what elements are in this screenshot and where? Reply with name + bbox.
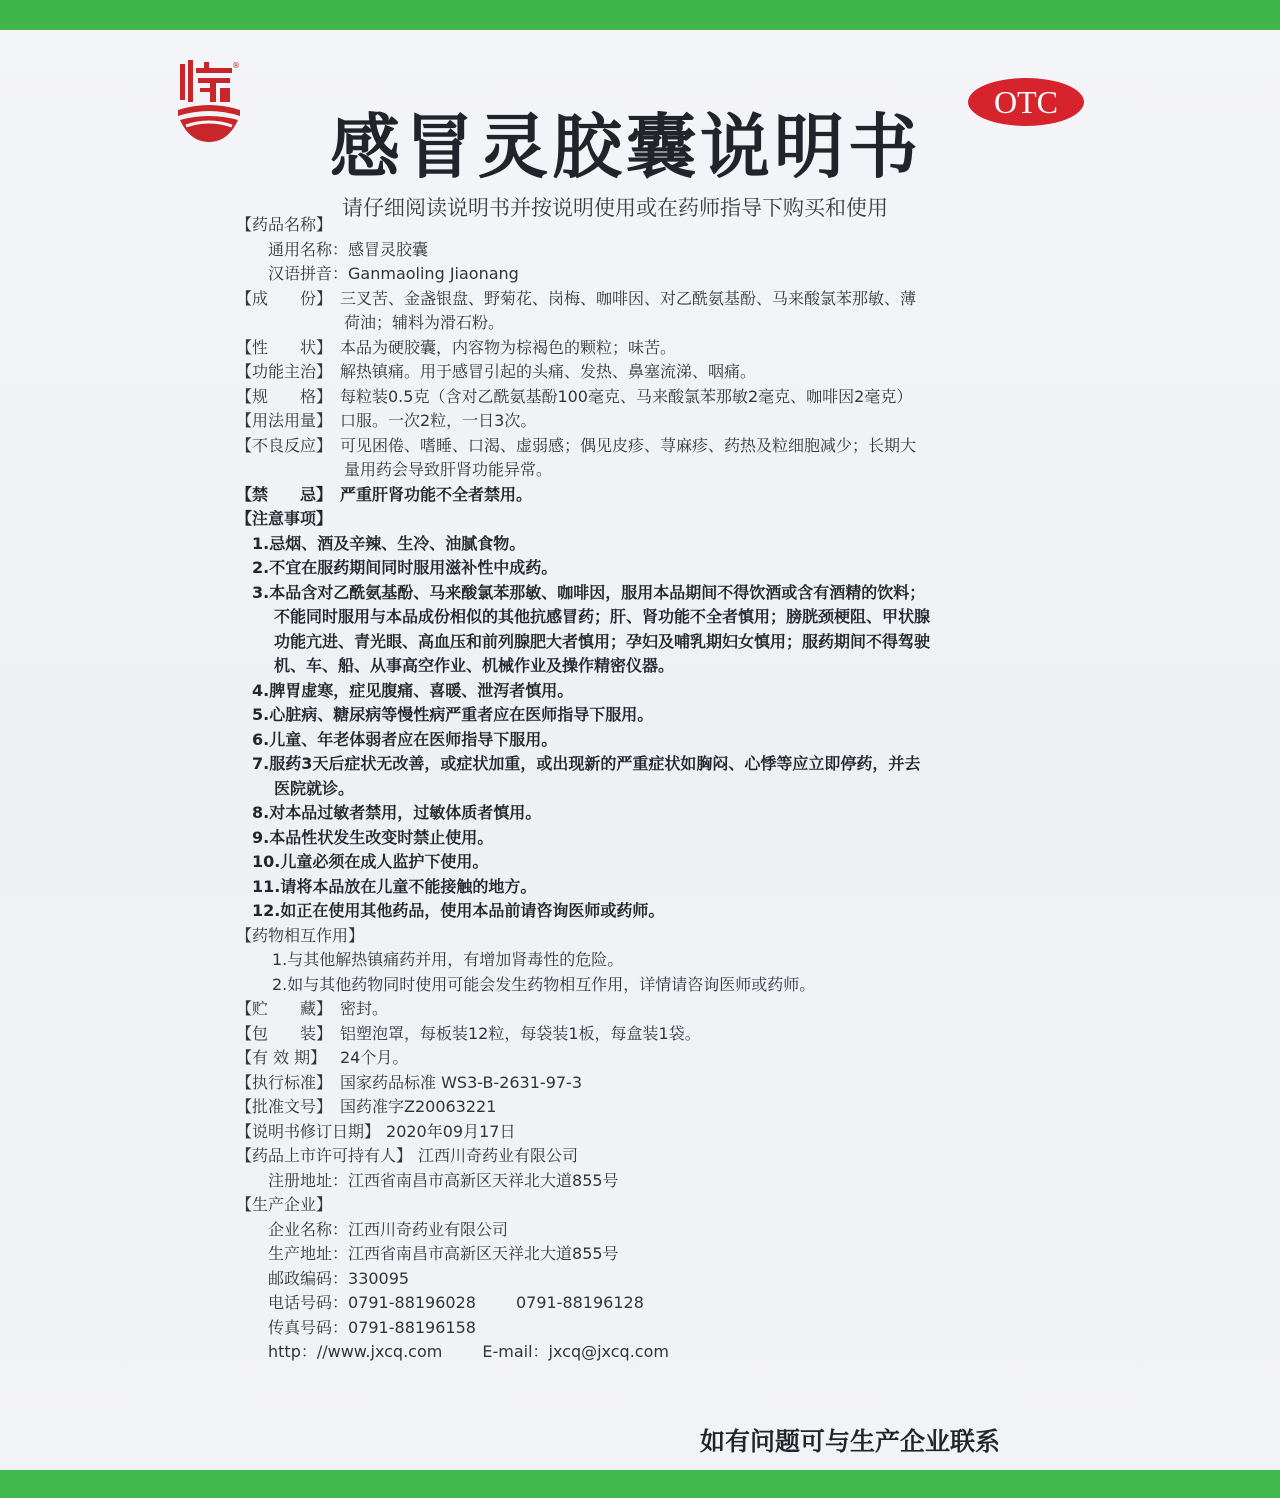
manufacturer-name-row	[236, 1218, 1056, 1243]
field-label: 通用名称：	[268, 239, 349, 259]
field-value: 口服。一次2粒，一日3次。	[340, 411, 537, 430]
subtitle: 请仔细阅读说明书并按说明使用或在药师指导下购买和使用	[342, 196, 888, 220]
field-label: 电话号码：	[268, 1293, 349, 1312]
section-label: 【性 状】	[236, 337, 333, 357]
list-item: 10.儿童必须在成人监护下使用。	[252, 852, 489, 871]
generic-name-row	[236, 238, 1056, 263]
field-value: 江西省南昌市高新区天祥北大道855号	[348, 1244, 619, 1263]
field-value: 0791-88196128	[515, 1293, 644, 1312]
packaging-row	[236, 1022, 1056, 1047]
field-label: 生产地址：	[268, 1244, 349, 1263]
field-value: 解热镇痛。用于感冒引起的头痛、发热、鼻塞流涕、咽痛。	[340, 362, 757, 381]
email-link: E-mail：jxcq@jxcq.com	[482, 1342, 669, 1361]
list-item: 2.不宜在服药期间同时服用滋补性中成药。	[252, 558, 558, 577]
website-link: http：//www.jxcq.com	[268, 1342, 443, 1361]
list-item-cont: 医院就诊。	[274, 778, 355, 798]
footer-note: 如有问题可与生产企业联系	[700, 1427, 1001, 1456]
field-value: 密封。	[340, 999, 389, 1018]
manufacturer-address-row	[236, 1242, 1056, 1267]
mah-address-row	[236, 1169, 1056, 1194]
field-label: 企业名称：	[268, 1219, 349, 1239]
validity-row	[236, 1046, 1056, 1071]
field-value: 每粒装0.5克（含对乙酰氨基酚100毫克、马来酸氯苯那敏2毫克、咖啡因2毫克）	[340, 386, 913, 406]
zip-row	[236, 1267, 1056, 1292]
list-item: 1.与其他解热镇痛药并用，有增加肾毒性的危险。	[272, 950, 624, 969]
contraindications-row	[236, 483, 1056, 508]
pinyin-row	[236, 262, 1056, 287]
field-value: 0791-88196028	[348, 1293, 476, 1312]
revision-row	[236, 1120, 1056, 1145]
field-value: 国家药品标准 WS3-B-2631-97-3	[340, 1072, 583, 1092]
adverse-row	[236, 434, 1056, 459]
ingredients-row-cont: 荷油；辅料为滑石粉。	[344, 313, 505, 332]
section-label: 【成 份】	[236, 288, 333, 308]
section-label: 【有 效 期】	[236, 1048, 327, 1067]
approval-row	[236, 1095, 1056, 1120]
field-value: 本品为硬胶囊，内容物为棕褐色的颗粒；味苦。	[340, 337, 677, 357]
field-value: 感冒灵胶囊	[348, 239, 429, 259]
field-value: 国药准字Z20063221	[340, 1097, 497, 1116]
list-item: 2.如与其他药物同时使用可能会发生药物相互作用，详情请咨询医师或药师。	[272, 974, 816, 994]
field-value: 铝塑泡罩，每板装12粒，每袋装1板，每盒装1袋。	[340, 1023, 701, 1043]
field-value: 江西川奇药业有限公司	[348, 1219, 509, 1239]
section-label: 【执行标准】	[236, 1072, 333, 1092]
list-item: 5.心脏病、糖尿病等慢性病严重者应在医师指导下服用。	[252, 705, 654, 724]
section-label: 【批准文号】	[236, 1097, 333, 1116]
section-label: 【生产企业】	[236, 1195, 333, 1214]
field-label: 传真号码：	[268, 1317, 349, 1337]
specification-row	[236, 385, 1056, 410]
phone-row	[236, 1291, 1056, 1316]
list-item: 12.如正在使用其他药品，使用本品前请咨询医师或药师。	[252, 901, 665, 920]
list-item: 11.请将本品放在儿童不能接触的地方。	[252, 876, 537, 896]
page-title: 感冒灵胶囊说明书	[330, 106, 922, 188]
svg-text:OTC: OTC	[994, 84, 1058, 120]
list-item: 9.本品性状发生改变时禁止使用。	[252, 827, 494, 847]
svg-text:®: ®	[232, 61, 240, 70]
field-label: 注册地址：	[268, 1170, 349, 1190]
list-item: 6.儿童、年老体弱者应在医师指导下服用。	[252, 729, 558, 749]
field-label: 邮政编码：	[268, 1268, 349, 1288]
field-label: 汉语拼音：	[268, 264, 349, 283]
dosage-row	[236, 409, 1056, 434]
field-value: 江西省南昌市高新区天祥北大道855号	[348, 1170, 619, 1190]
list-item-cont: 不能同时服用与本品成份相似的其他抗感冒药；肝、肾功能不全者慎用；膀胱颈梗阻、甲状腺	[274, 607, 931, 626]
field-value: 可见困倦、嗜睡、口渴、虚弱感；偶见皮疹、荨麻疹、药热及粒细胞减少；长期大	[340, 435, 917, 455]
field-value: Ganmaoling Jiaonang	[348, 264, 519, 283]
field-value: 0791-88196158	[348, 1317, 476, 1337]
section-label: 【用法用量】	[236, 411, 333, 430]
section-label: 【规 格】	[236, 386, 333, 406]
brand-logo-icon	[176, 58, 242, 144]
section-label: 【药品上市许可持有人】	[236, 1146, 413, 1165]
list-item: 1.忌烟、酒及辛辣、生冷、油腻食物。	[252, 533, 526, 553]
field-value: 2020年09月17日	[386, 1121, 516, 1141]
storage-row	[236, 997, 1056, 1022]
bottom-background	[0, 1470, 1280, 1498]
field-value: 三叉苦、金盏银盘、野菊花、岗梅、咖啡因、对乙酰氨基酚、马来酸氯苯那敏、薄	[340, 288, 917, 308]
mah-row	[236, 1144, 1056, 1169]
list-item: 8.对本品过敏者禁用，过敏体质者慎用。	[252, 803, 542, 822]
leaflet-content	[236, 213, 1056, 1365]
section-label: 【包 装】	[236, 1023, 333, 1043]
fax-row	[236, 1316, 1056, 1341]
adverse-row-cont: 量用药会导致肝肾功能异常。	[344, 460, 553, 479]
section-label: 【药品名称】	[236, 215, 333, 234]
ingredients-row	[236, 287, 1056, 312]
standard-row	[236, 1071, 1056, 1096]
list-item-cont: 机、车、船、从事高空作业、机械作业及操作精密仪器。	[274, 656, 675, 675]
section-label: 【禁 忌】	[236, 484, 333, 504]
section-label: 【注意事项】	[236, 509, 333, 528]
list-item: 4.脾胃虚寒，症见腹痛、喜暖、泄泻者慎用。	[252, 680, 574, 700]
otc-badge	[966, 76, 1086, 128]
section-label: 【不良反应】	[236, 435, 333, 455]
section-label: 【贮 藏】	[236, 999, 333, 1018]
list-item-cont: 功能亢进、青光眼、高血压和前列腺肥大者慎用；孕妇及哺乳期妇女慎用；服药期间不得驾驶	[274, 631, 931, 651]
field-value: 江西川奇药业有限公司	[418, 1146, 579, 1165]
appearance-row	[236, 336, 1056, 361]
list-item: 3.本品含对乙酰氨基酚、马来酸氯苯那敏、咖啡因，服用本品期间不得饮酒或含有酒精的饮料；	[252, 582, 926, 602]
field-value: 330095	[348, 1268, 410, 1288]
section-label: 【说明书修订日期】	[236, 1121, 381, 1141]
field-value: 24个月。	[340, 1048, 409, 1067]
section-label: 【药物相互作用】	[236, 925, 365, 945]
web-row	[236, 1340, 1056, 1365]
indications-row	[236, 360, 1056, 385]
list-item: 7.服药3天后症状无改善，或症状加重，或出现新的严重症状如胸闷、心悸等应立即停药，并去	[252, 754, 921, 773]
section-label: 【功能主治】	[236, 362, 333, 381]
field-value: 严重肝肾功能不全者禁用。	[340, 484, 533, 504]
